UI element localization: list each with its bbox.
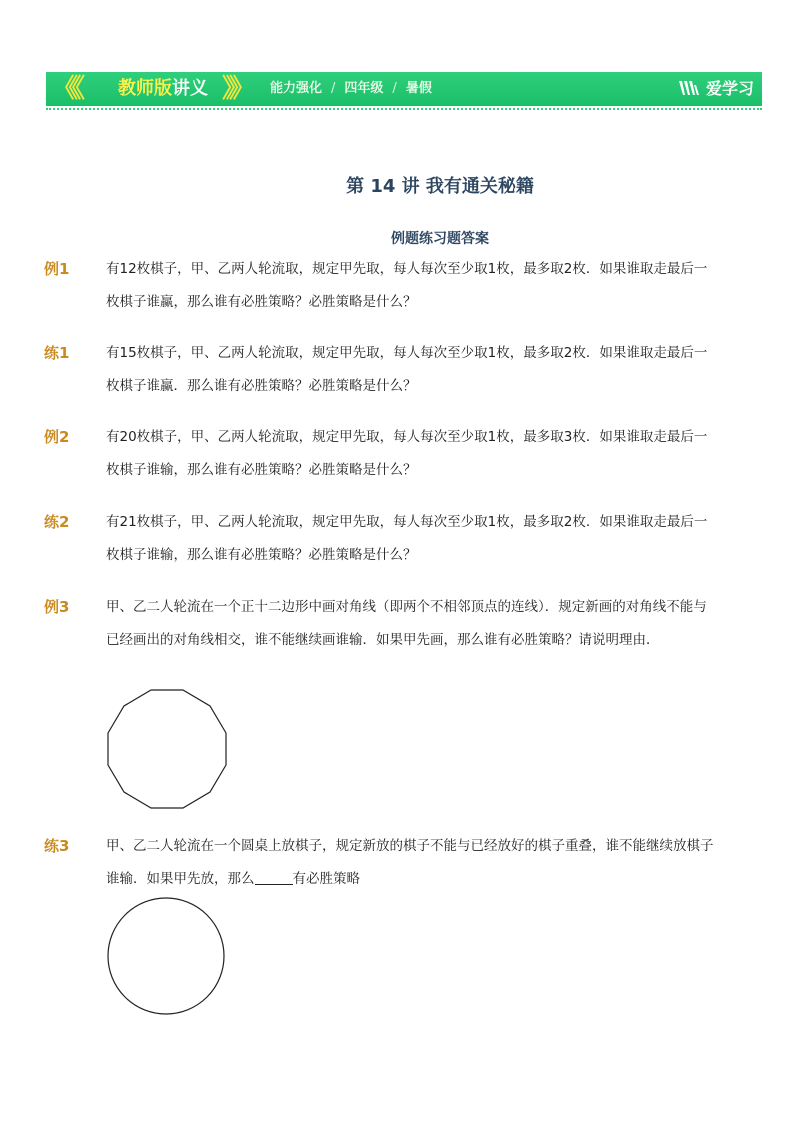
brand-mark-icon	[678, 79, 700, 97]
dodecagon-figure	[104, 688, 230, 812]
problem-text-after: 有必胜策略	[292, 871, 360, 887]
problem-text-before: 甲、乙二人轮流在一个圆桌上放棋子，规定新放的棋子不能与已经放好的棋子重叠，谁不能继续放棋子谁输．如果甲先放，那么	[106, 838, 714, 887]
problem-text: 有21枚棋子，甲、乙两人轮流取，规定甲先取，每人每次至少取1枚，最多取2枚．如果谁取走最后一枚棋子谁输，那么谁有必胜策略？必胜策略是什么？	[106, 514, 708, 563]
circle-table-figure	[104, 894, 228, 1018]
problem-label: 例2	[44, 428, 70, 446]
problem-label: 例3	[44, 598, 70, 616]
problem-label: 练1	[44, 344, 70, 362]
crumb-grade: 四年级	[344, 81, 384, 96]
problem-label: 例1	[44, 260, 70, 278]
section-title: 例题练习题答案	[391, 231, 489, 247]
header-banner	[46, 72, 762, 106]
crumb-term: 暑假	[405, 81, 432, 96]
header-title-prefix: 教师版	[118, 78, 172, 99]
brand-name: 爱学习	[705, 79, 754, 98]
crumb-ability: 能力强化	[270, 81, 323, 96]
lesson-title: 第 14 讲 我有通关秘籍	[346, 176, 534, 197]
chevrons-right-icon: 》》	[222, 74, 250, 104]
problem-text: 有15枚棋子，甲、乙两人轮流取，规定甲先取，每人每次至少取1枚，最多取2枚．如果谁取走最后一枚棋子谁赢．那么谁有必胜策略？必胜策略是什么？	[106, 345, 708, 394]
header-title	[118, 72, 208, 106]
chevrons-left-icon: 《《	[52, 74, 80, 104]
brand-logo	[678, 72, 754, 106]
problem-text: 甲、乙二人轮流在一个正十二边形中画对角线（即两个不相邻顶点的连线）．规定新画的对角线不能与已经画出的对角线相交，谁不能继续画谁输．如果甲先画，那么谁有必胜策略？请说明理由．	[106, 599, 707, 648]
problem-label: 练2	[44, 513, 70, 531]
breadcrumb: 能力强化 / 四年级 / 暑假	[270, 81, 432, 96]
circle-shape	[108, 898, 224, 1014]
answer-blank	[255, 870, 293, 885]
header-title-suffix: 讲义	[172, 78, 208, 99]
problem-text	[106, 830, 718, 896]
problem-text: 有20枚棋子，甲、乙两人轮流取，规定甲先取，每人每次至少取1枚，最多取3枚．如果谁取走最后一枚棋子谁输，那么谁有必胜策略？必胜策略是什么？	[106, 429, 708, 478]
header-divider	[46, 108, 762, 110]
problem-label: 练3	[44, 837, 70, 855]
problem-text: 有12枚棋子，甲、乙两人轮流取，规定甲先取，每人每次至少取1枚，最多取2枚．如果谁取走最后一枚棋子谁赢，那么谁有必胜策略？必胜策略是什么？	[106, 261, 708, 310]
dodecagon-shape	[108, 690, 226, 808]
